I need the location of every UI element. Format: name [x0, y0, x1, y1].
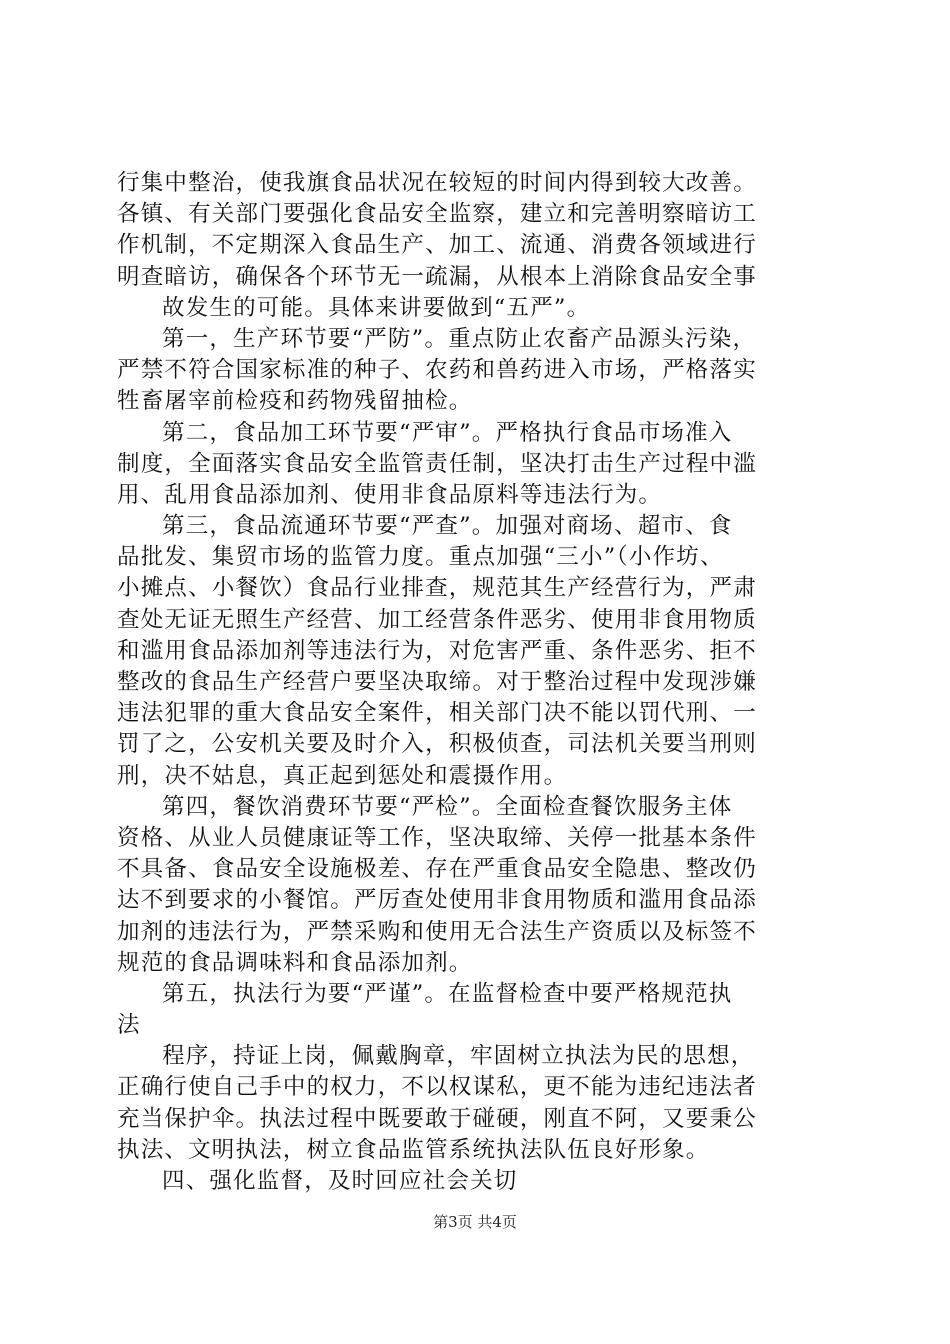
text-line: 第五，执法行为要“严谨”。在监督检查中要严格规范执: [162, 980, 733, 1007]
text-line: 违法犯罪的重大食品安全案件，相关部门决不能以罚代刑、一: [117, 700, 757, 727]
text-line: 行集中整治，使我旗食品状况在较短的时间内得到较大改善。: [117, 170, 757, 196]
text-line: 用、乱用食品添加剂、使用非食品原料等违法行为。: [117, 481, 663, 508]
text-line: 品批发、集贸市场的监管力度。重点加强“三小”（小作坊、: [117, 544, 724, 571]
text-line: 罚了之，公安机关要及时介入，积极侦查，司法机关要当刑则: [117, 731, 757, 758]
text-line: 正确行使自己手中的权力，不以权谋私，更不能为违纪违法者: [117, 1074, 757, 1101]
text-line: 明查暗访，确保各个环节无一疏漏，从根本上消除食品安全事: [117, 263, 757, 290]
text-line: 达不到要求的小餐馆。严厉查处使用非食用物质和滥用食品添: [117, 887, 757, 914]
text-line: 刑，决不姑息，真正起到惩处和震摄作用。: [117, 762, 568, 789]
text-line: 四、强化监督，及时回应社会关切: [162, 1168, 518, 1194]
text-line: 第二，食品加工环节要“严审”。严格执行食品市场准入: [162, 419, 733, 446]
text-line: 小摊点、小餐饮）食品行业排查，规范其生产经营行为，严肃: [117, 575, 757, 602]
text-line: 牲畜屠宰前检疫和药物残留抽检。: [117, 388, 473, 415]
text-line: 充当保护伞。执法过程中既要敢于碰硬，刚直不阿，又要秉公: [117, 1105, 757, 1132]
text-line: 制度，全面落实食品安全监管责任制，坚决打击生产过程中滥: [117, 450, 757, 477]
text-line: 第三，食品流通环节要“严查”。加强对商场、超市、食: [162, 513, 733, 540]
text-line: 和滥用食品添加剂等违法行为，对危害严重、条件恶劣、拒不: [117, 637, 757, 664]
text-line: 严禁不符合国家标准的种子、农药和兽药进入市场，严格落实: [117, 357, 757, 384]
text-line: 各镇、有关部门要强化食品安全监察，建立和完善明察暗访工: [117, 201, 757, 228]
text-line: 执法、文明执法，树立食品监管系统执法队伍良好形象。: [117, 1136, 710, 1163]
text-line: 查处无证无照生产经营、加工经营条件恶劣、使用非食用物质: [117, 606, 757, 633]
text-line: 规范的食品调味料和食品添加剂。: [117, 949, 473, 976]
text-line: 程序，持证上岗，佩戴胸章，牢固树立执法为民的思想，: [162, 1043, 755, 1070]
page-number-footer: 第3页 共4页: [433, 1213, 517, 1231]
text-line: 作机制，不定期深入食品生产、加工、流通、消费各领域进行: [117, 232, 757, 259]
text-line: 不具备、食品安全设施极差、存在严重食品安全隐患、整改仍: [117, 856, 757, 883]
text-line: 法: [117, 1012, 141, 1039]
document-body: [117, 168, 857, 1197]
text-line: 第四，餐饮消费环节要“严检”。全面检查餐饮服务主体: [162, 793, 733, 820]
text-line: 故发生的可能。具体来讲要做到“五严”。: [162, 294, 591, 321]
text-line: 加剂的违法行为，严禁采购和使用无合法生产资质以及标签不: [117, 918, 757, 945]
text-line: 第一，生产环节要“严防”。重点防止农畜产品源头污染，: [162, 325, 757, 352]
text-line: 资格、从业人员健康证等工作，坚决取缔、关停一批基本条件: [117, 824, 757, 851]
text-line: 整改的食品生产经营户要坚决取缔。对于整治过程中发现涉嫌: [117, 669, 757, 695]
